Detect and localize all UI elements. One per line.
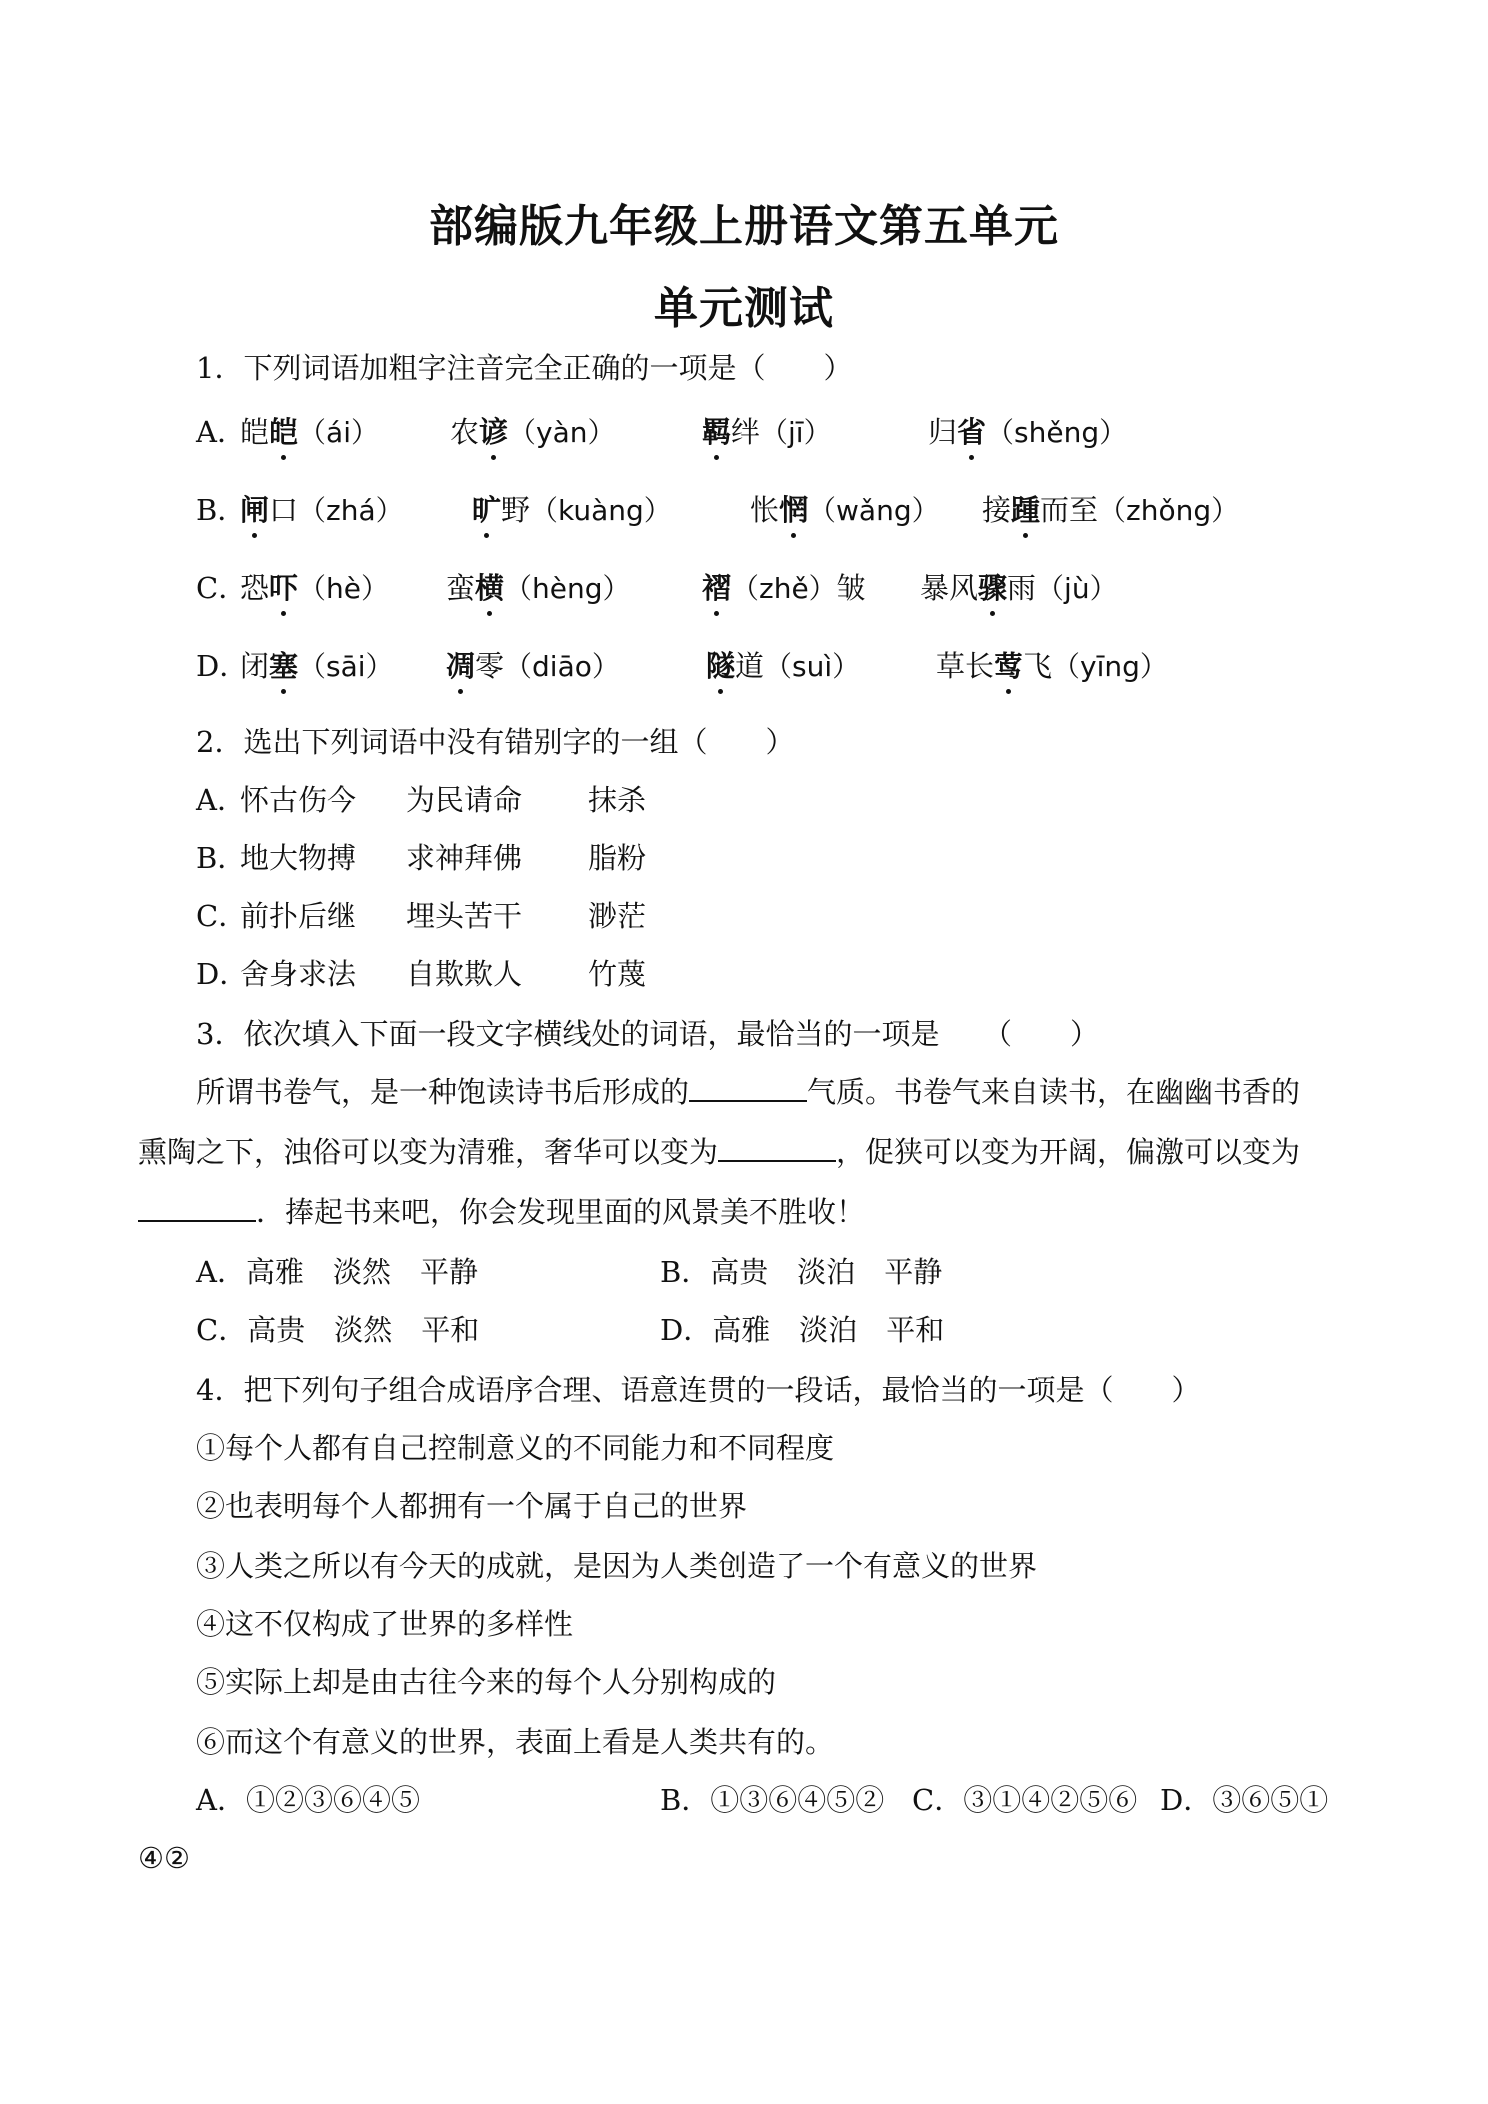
q2-a-c3: 抹杀 — [588, 783, 647, 817]
q2-c-label: C． — [196, 899, 248, 933]
q3-passage-line3: ．捧起书来吧，你会发现里面的风景美不胜收！ — [138, 1192, 865, 1232]
q1-a-word1: 皑皑（ái） — [240, 412, 379, 453]
q2-d-c1: 舍身求法 — [240, 957, 357, 991]
q3-blank-1[interactable] — [689, 1072, 807, 1102]
q3-passage-line1: 所谓书卷气，是一种饱读诗书后形成的 气质。书卷气来自读书，在幽幽书香的 — [196, 1072, 1300, 1112]
q1-b-word4: 接踵而至（zhǒng） — [982, 490, 1239, 531]
document-title: 部编版九年级上册语文第五单元 — [429, 201, 1059, 252]
q4-stem: 4．把下列句子组合成语序合理、语意连贯的一段话，最恰当的一项是（ ） — [196, 1373, 1201, 1407]
q3-blank-3[interactable] — [138, 1192, 256, 1222]
q2-b-c3: 脂粉 — [588, 841, 647, 875]
q1-d-word4: 草长莺飞（yīng） — [936, 646, 1168, 687]
q1-a-label: A． — [196, 415, 246, 449]
q1-c-word1: 恐吓（hè） — [240, 568, 389, 609]
q1-d-word2: 凋零（diāo） — [446, 646, 620, 687]
q2-a-label: A． — [196, 783, 246, 817]
q4-sentence-3: ③人类之所以有今天的成就，是因为人类创造了一个有意义的世界 — [196, 1549, 1038, 1583]
q3-option-c: C．高贵 淡然 平和 — [196, 1313, 480, 1347]
q1-c-word3: 褶（zhě）皱 — [702, 568, 866, 609]
q2-stem: 2．选出下列词语中没有错别字的一组（ ） — [196, 725, 795, 759]
q2-a-c1: 怀古伤今 — [240, 783, 357, 817]
q4-sentence-2: ②也表明每个人都拥有一个属于自己的世界 — [196, 1489, 748, 1523]
q4-option-d-wrap: ④② — [138, 1841, 190, 1875]
q1-b-word3: 怅惘（wǎng） — [750, 490, 940, 531]
q1-c-word4: 暴风骤雨（jù） — [920, 568, 1118, 609]
document-subtitle: 单元测试 — [654, 283, 834, 334]
q1-stem: 1．下列词语加粗字注音完全正确的一项是（ ） — [196, 351, 853, 385]
q2-d-label: D． — [196, 957, 249, 991]
q3-option-d: D．高雅 淡泊 平和 — [660, 1313, 945, 1347]
q2-b-c2: 求神拜佛 — [406, 841, 523, 875]
q3-passage-line2: 熏陶之下，浊俗可以变为清雅，奢华可以变为 ，促狭可以变为开阔，偏激可以变为 — [138, 1132, 1300, 1172]
q1-a-word2: 农谚（yàn） — [450, 412, 616, 453]
q4-option-c: C．③①④②⑤⑥ — [912, 1783, 1138, 1817]
q3-option-b: B．高贵 淡泊 平静 — [660, 1255, 943, 1289]
q2-a-c2: 为民请命 — [406, 783, 523, 817]
q2-c-c1: 前扑后继 — [240, 899, 357, 933]
q1-b-word2: 旷野（kuàng） — [472, 490, 672, 531]
q1-a-word3: 羁绊（jī） — [702, 412, 832, 453]
q2-b-label: B． — [196, 841, 247, 875]
q2-c-c3: 渺茫 — [588, 899, 647, 933]
q1-c-label: C． — [196, 571, 248, 605]
q4-option-a: A．①②③⑥④⑤ — [196, 1783, 420, 1817]
q1-d-label: D． — [196, 649, 249, 683]
q1-b-word1: 闸口（zhá） — [240, 490, 404, 531]
q1-b-label: B． — [196, 493, 247, 527]
q1-c-word2: 蛮横（hèng） — [446, 568, 631, 609]
q4-sentence-5: ⑤实际上却是由古往今来的每个人分别构成的 — [196, 1665, 777, 1699]
q4-sentence-1: ①每个人都有自己控制意义的不同能力和不同程度 — [196, 1431, 835, 1465]
q1-d-word1: 闭塞（sāi） — [240, 646, 394, 687]
q3-blank-2[interactable] — [718, 1132, 836, 1162]
q4-option-b: B．①③⑥④⑤② — [660, 1783, 885, 1817]
q1-a-word4: 归省（shěng） — [928, 412, 1127, 453]
q2-c-c2: 埋头苦干 — [406, 899, 523, 933]
q4-sentence-6: ⑥而这个有意义的世界，表面上看是人类共有的。 — [196, 1725, 835, 1759]
q4-sentence-4: ④这不仅构成了世界的多样性 — [196, 1607, 574, 1641]
q2-b-c1: 地大物搏 — [240, 841, 357, 875]
q4-option-d: D．③⑥⑤① — [1160, 1783, 1329, 1817]
q2-d-c3: 竹蔑 — [588, 957, 647, 991]
q1-d-word3: 隧道（suì） — [706, 646, 860, 687]
q3-stem: 3．依次填入下面一段文字横线处的词语，最恰当的一项是 （ ） — [196, 1017, 1099, 1051]
q3-option-a: A．高雅 淡然 平静 — [196, 1255, 478, 1289]
q2-d-c2: 自欺欺人 — [406, 957, 523, 991]
